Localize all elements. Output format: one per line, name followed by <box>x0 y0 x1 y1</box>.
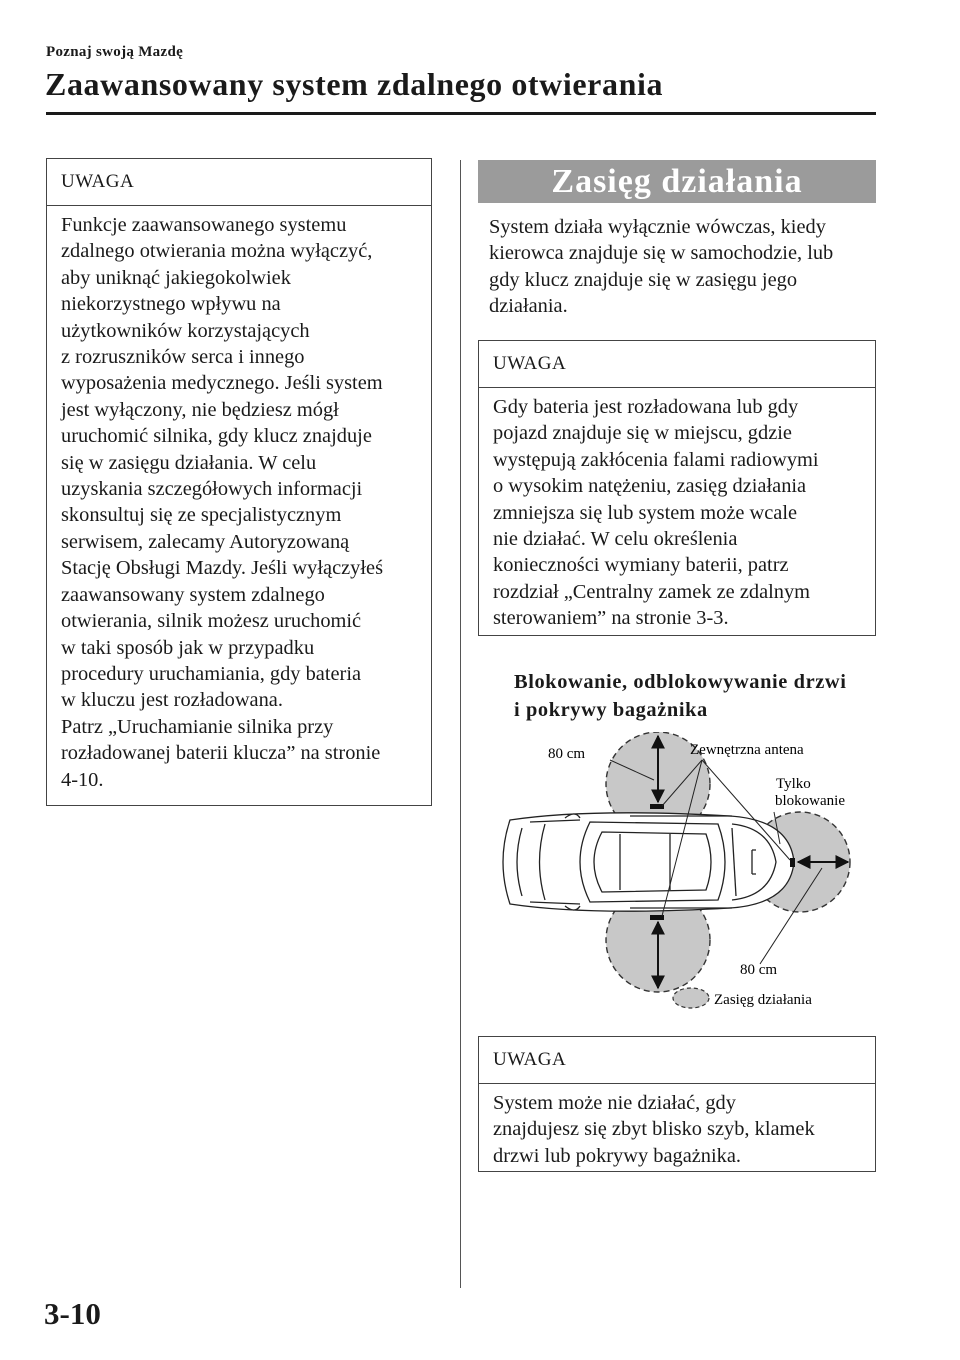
warning-note-range <box>478 340 876 636</box>
note-line: zmniejsza się lub system może wcale <box>493 501 798 524</box>
note-line: Patrz „Uruchamianie silnika przy <box>61 715 334 738</box>
label-top-distance: 80 cm <box>548 746 586 762</box>
range-diagram <box>470 732 870 1022</box>
note-line: zdalnego otwierania można wyłączyć, <box>61 240 373 263</box>
note-line: 4-10. <box>61 768 104 791</box>
note-line: zaawansowany system zdalnego <box>61 583 325 606</box>
intro-line: działania. <box>489 295 568 318</box>
note-heading: UWAGA <box>479 1037 875 1084</box>
antenna-driver <box>650 804 664 809</box>
label-antenna: Zewnętrzna antena <box>690 742 804 758</box>
label-lock-only-2: blokowanie <box>775 793 845 809</box>
figure-caption <box>514 668 876 724</box>
breadcrumb: Poznaj swoją Mazdę <box>46 44 184 60</box>
note-line: w taki sposób jak w przypadku <box>61 636 315 659</box>
intro-line: gdy klucz znajduje się w zasięgu jego <box>489 268 798 291</box>
note-line: znajdujesz się zbyt blisko szyb, klamek <box>493 1118 815 1141</box>
note-line: konieczności wymiany baterii, patrz <box>493 554 789 577</box>
note-line: się w zasięgu działania. W celu <box>61 451 317 474</box>
note-body <box>47 206 431 803</box>
car-top-view <box>503 813 794 911</box>
title-rule <box>46 112 876 115</box>
section-title: Zasięg działania <box>478 160 876 203</box>
note-line: występują zakłócenia falami radiowymi <box>493 448 819 471</box>
note-line: jest wyłączony, nie będziesz mógł <box>61 398 339 421</box>
legend-swatch <box>673 988 709 1008</box>
note-line: System może nie działać, gdy <box>493 1092 736 1114</box>
legend-label: Zasięg działania <box>714 992 812 1008</box>
note-line: Gdy bateria jest rozładowana lub gdy <box>493 396 799 418</box>
warning-note-proximity <box>478 1036 876 1172</box>
note-line: drzwi lub pokrywy bagażnika. <box>493 1144 742 1167</box>
note-line: rozładowanej baterii klucza” na stronie <box>61 742 381 765</box>
warning-note-left <box>46 158 432 806</box>
caption-line: Blokowanie, odblokowywanie drzwi <box>514 671 847 693</box>
page-title: Zaawansowany system zdalnego otwierania <box>45 66 664 102</box>
antenna-rear <box>790 858 795 867</box>
note-line: Funkcje zaawansowanego systemu <box>61 214 347 236</box>
intro-line: kierowca znajduje się w samochodzie, lub <box>489 242 834 265</box>
note-body <box>479 388 875 642</box>
note-line: uzyskania szczegółowych informacji <box>61 478 363 501</box>
page-number: 3-10 <box>44 1296 101 1331</box>
note-line: skonsultuj się ze specjalistycznym <box>61 504 342 527</box>
note-line: rozdział „Centralny zamek ze zdalnym <box>493 580 811 603</box>
note-line: serwisem, zalecamy Autoryzowaną <box>61 530 350 553</box>
note-line: uruchomić silnika, gdy klucz znajduje <box>61 425 372 448</box>
column-divider <box>460 160 461 1288</box>
caption-line: i pokrywy bagażnika <box>514 699 708 721</box>
note-heading: UWAGA <box>479 341 875 388</box>
note-line: w kluczu jest rozładowana. <box>61 689 283 712</box>
note-line: otwierania, silnik możesz uruchomić <box>61 610 362 633</box>
note-line: z rozruszników serca i innego <box>61 346 305 369</box>
intro-line: System działa wyłącznie wówczas, kiedy <box>489 216 826 238</box>
note-heading: UWAGA <box>47 159 431 206</box>
note-line: Stację Obsługi Mazdy. Jeśli wyłączyłeś <box>61 557 384 580</box>
label-lock-only: Tylko <box>776 776 811 792</box>
note-body <box>479 1084 875 1179</box>
intro-paragraph <box>489 214 879 320</box>
label-bottom-distance: 80 cm <box>740 962 778 978</box>
note-line: aby uniknąć jakiegokolwiek <box>61 266 291 289</box>
note-line: procedury uruchamiania, gdy bateria <box>61 662 362 685</box>
note-line: nie działać. W celu określenia <box>493 528 738 551</box>
note-line: pojazd znajduje się w miejscu, gdzie <box>493 422 792 445</box>
note-line: sterowaniem” na stronie 3-3. <box>493 607 729 630</box>
note-line: niekorzystnego wpływu na <box>61 293 281 316</box>
note-line: użytkowników korzystających <box>61 319 310 342</box>
note-line: o wysokim natężeniu, zasięg działania <box>493 475 807 498</box>
note-line: wyposażenia medycznego. Jeśli system <box>61 372 383 395</box>
